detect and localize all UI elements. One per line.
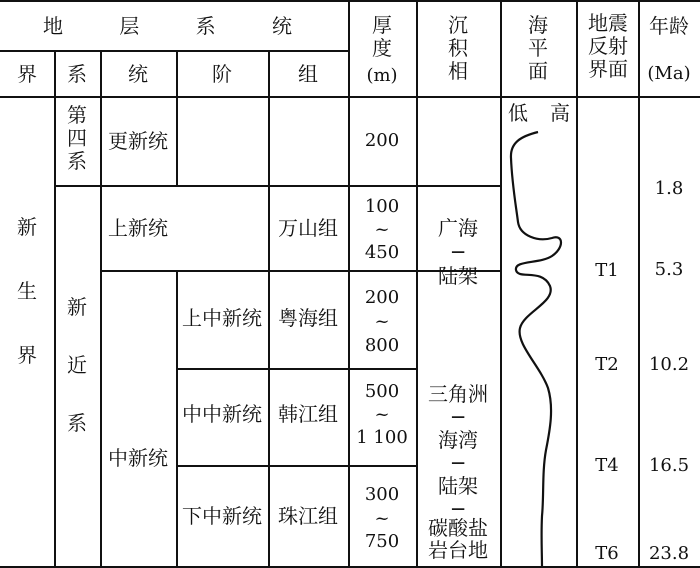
- rule-col-2: [100, 50, 102, 568]
- header-formation: 组: [298, 62, 318, 86]
- facies-upper-line2: 陆架: [438, 264, 478, 288]
- age-5-3: 5.3: [654, 259, 684, 280]
- thickness-zhujiang-max: 750: [364, 531, 400, 552]
- thickness-hanjiang-max: 1 100: [356, 427, 408, 448]
- series-pleistocene: 更新统: [108, 129, 168, 153]
- header-thickness: 厚度: [372, 13, 392, 60]
- rule-header-bottom: [0, 96, 700, 98]
- header-stage: 阶: [212, 62, 232, 86]
- thickness-wanshan-sep: ~: [374, 219, 390, 240]
- rule-col-8: [576, 0, 578, 568]
- seismic-t2: T2: [595, 354, 619, 375]
- thickness-hanjiang-min: 500: [364, 381, 400, 402]
- seismic-t4: T4: [595, 455, 619, 476]
- header-age: 年龄: [649, 14, 689, 38]
- sea-level-curve: [500, 96, 576, 568]
- seismic-t1: T1: [595, 260, 619, 281]
- facies-lower-2: ─: [451, 405, 465, 429]
- rule-row-quaternary: [54, 185, 500, 187]
- sea-level-high-label: 高: [550, 101, 570, 125]
- stage-middle-miocene: 中中新统: [182, 402, 262, 426]
- formation-wanshan: 万山组: [278, 216, 338, 240]
- age-10-2: 10.2: [648, 354, 690, 375]
- series-miocene: 中新统: [108, 446, 168, 470]
- system-neogene: 新近系: [67, 295, 87, 435]
- thickness-zhujiang-sep: ~: [374, 508, 390, 529]
- erathem-cenozoic: 新生界: [17, 215, 37, 367]
- header-age-unit: (Ma): [647, 63, 691, 84]
- header-system: 系: [67, 62, 87, 86]
- formation-yuehai: 粤海组: [278, 306, 338, 330]
- facies-lower-3: 海湾: [438, 428, 478, 452]
- series-pliocene: 上新统: [108, 216, 168, 240]
- thickness-yuehai-max: 800: [364, 335, 400, 356]
- facies-upper-dash: ─: [451, 240, 465, 264]
- header-erathem: 界: [17, 62, 37, 86]
- sea-level-line: [511, 132, 561, 568]
- stage-upper-miocene: 上中新统: [182, 306, 262, 330]
- header-seismic-reflector: 地震反射界面: [588, 11, 628, 81]
- formation-hanjiang: 韩江组: [278, 402, 338, 426]
- rule-row-middle-miocene: [176, 465, 416, 467]
- facies-lower-1: 三角洲: [428, 382, 488, 406]
- formation-zhujiang: 珠江组: [278, 504, 338, 528]
- rule-header-mid: [0, 50, 348, 52]
- header-stratigraphic-system: 地 层 系 统: [42, 14, 318, 38]
- rule-row-upper-miocene: [176, 368, 416, 370]
- header-facies: 沉积相: [448, 13, 468, 83]
- facies-upper-line1: 广海: [438, 216, 478, 240]
- thickness-pleistocene: 200: [364, 130, 400, 151]
- rule-top: [0, 0, 700, 2]
- thickness-wanshan-min: 100: [364, 196, 400, 217]
- header-thickness-unit: (m): [366, 65, 398, 86]
- facies-lower-4: ─: [451, 451, 465, 475]
- header-sea-level: 海平面: [528, 13, 548, 83]
- facies-lower-6: ─: [451, 497, 465, 521]
- header-series: 统: [128, 62, 148, 86]
- facies-lower-8: 岩台地: [428, 538, 488, 562]
- thickness-hanjiang-sep: ~: [374, 404, 390, 425]
- age-1-8: 1.8: [654, 178, 684, 199]
- seismic-t6: T6: [595, 543, 619, 564]
- facies-lower-5: 陆架: [438, 474, 478, 498]
- age-23-8: 23.8: [648, 543, 690, 564]
- system-quaternary: 第四系: [67, 103, 87, 173]
- rule-col-1: [54, 50, 56, 568]
- sea-level-low-label: 低: [508, 101, 528, 125]
- facies-lower-7: 碳酸盐: [428, 516, 488, 540]
- stage-lower-miocene: 下中新统: [182, 504, 262, 528]
- age-16-5: 16.5: [648, 455, 690, 476]
- thickness-yuehai-min: 200: [364, 287, 400, 308]
- thickness-zhujiang-min: 300: [364, 484, 400, 505]
- thickness-yuehai-sep: ~: [374, 311, 390, 332]
- thickness-wanshan-max: 450: [364, 242, 400, 263]
